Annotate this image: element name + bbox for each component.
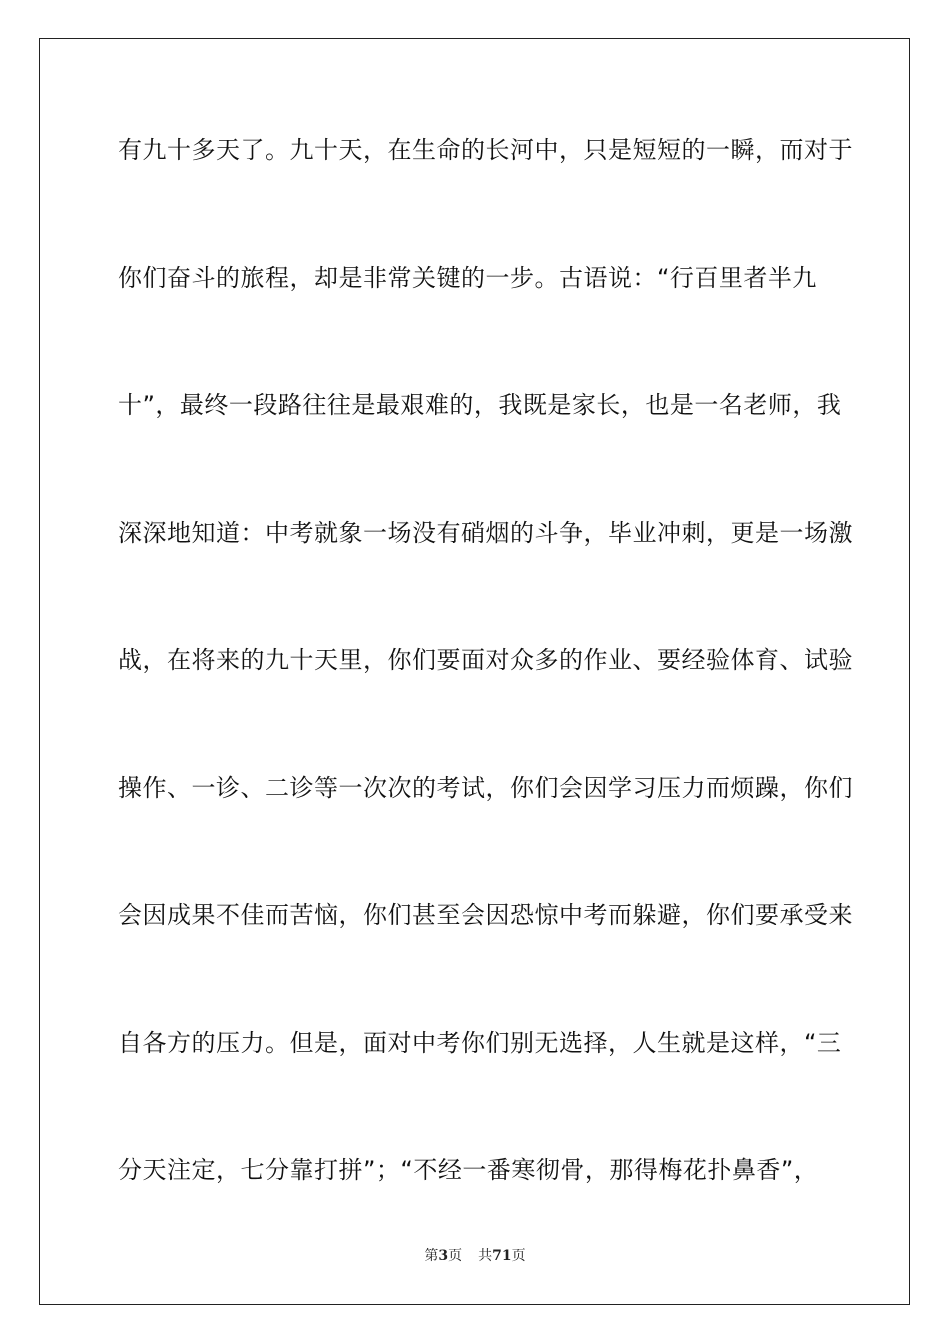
text-line: 深深地知道：中考就象一场没有硝烟的斗争，毕业冲刺，更是一场激 <box>118 518 853 547</box>
page-footer <box>0 1245 950 1265</box>
page-number: 3 <box>438 1248 449 1264</box>
page-prefix: 第 <box>424 1248 439 1264</box>
document-body <box>118 125 853 1273</box>
total-pages: 71 <box>492 1248 512 1264</box>
text-line: 你们奋斗的旅程，却是非常关键的一步。古语说：“行百里者半九 <box>118 263 817 292</box>
text-line: 有九十多天了。九十天，在生命的长河中，只是短短的一瞬，而对于 <box>118 136 853 164</box>
text-line: 自各方的压力。但是，面对中考你们别无选择，人生就是这样，“三 <box>118 1028 842 1057</box>
page-suffix: 页 <box>448 1248 463 1264</box>
text-line: 操作、一诊、二诊等一次次的考试，你们会因学习压力而烦躁，你们 <box>118 773 853 802</box>
total-prefix: 共 <box>478 1248 493 1264</box>
text-line: 十”，最终一段路往往是最艰难的，我既是家长，也是一名老师，我 <box>118 391 842 419</box>
text-line: 战，在将来的九十天里，你们要面对众多的作业、要经验体育、试验 <box>118 646 853 674</box>
text-line: 分天注定，七分靠打拼”；“不经一番寒彻骨，那得梅花扑鼻香”， <box>118 1156 819 1184</box>
total-suffix: 页 <box>511 1248 526 1264</box>
text-line: 会因成果不佳而苦恼，你们甚至会因恐惊中考而躲避，你们要承受来 <box>118 901 853 929</box>
